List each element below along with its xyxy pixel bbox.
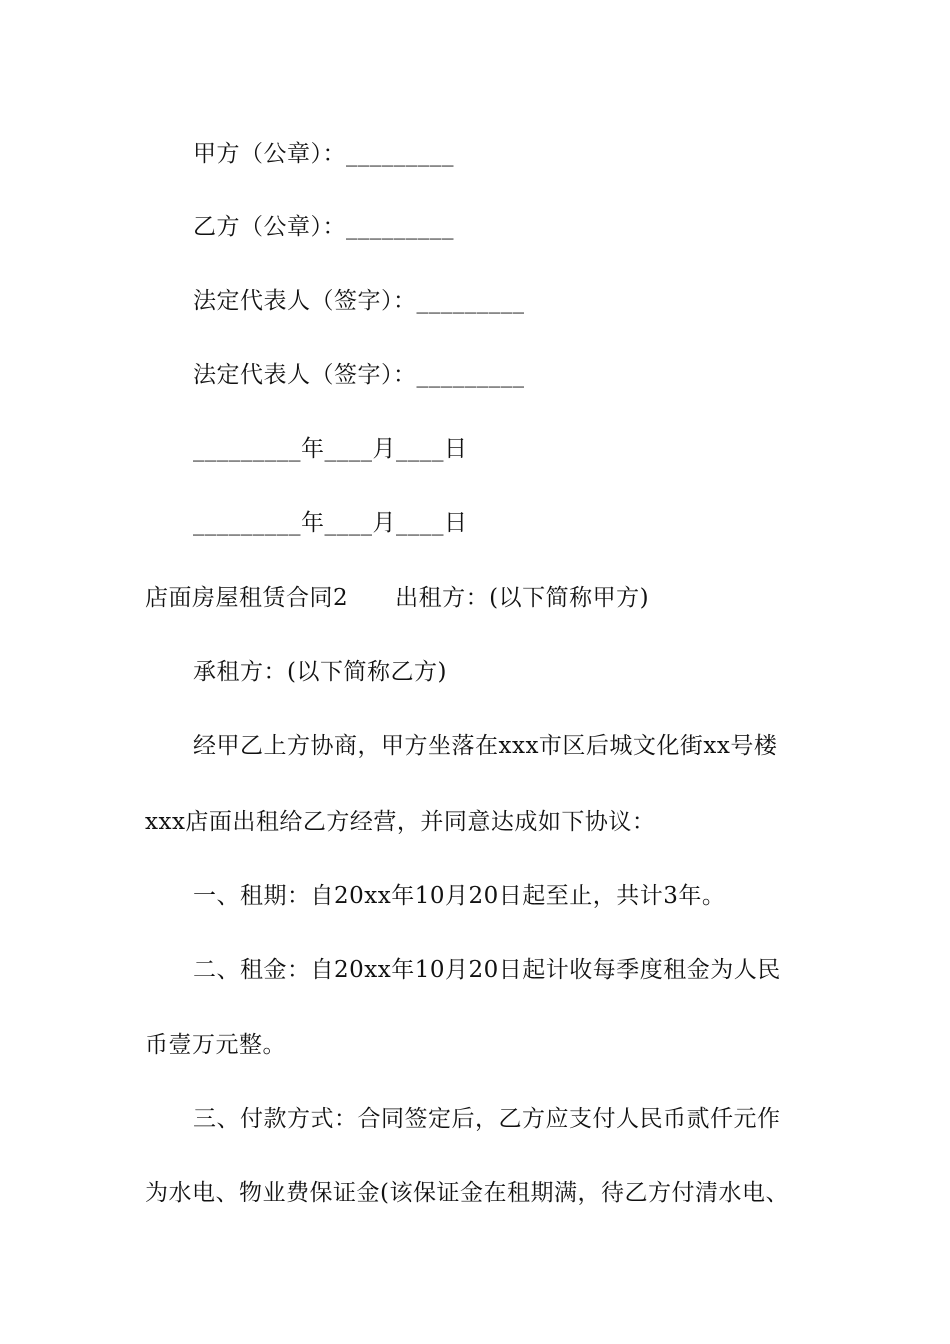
legal-rep-signature-line-a: 法定代表人（签字）：_________ — [193, 288, 525, 314]
clause-payment-line-1: 三、付款方式：合同签定后，乙方应支付人民币贰仟元作 — [193, 1106, 781, 1132]
clause-rent-line-2: 币壹万元整。 — [145, 1032, 286, 1058]
agreement-intro-line-2: xxx店面出租给乙方经营，并同意达成如下协议： — [145, 809, 656, 835]
clause-payment-line-2: 为水电、物业费保证金(该保证金在租期满，待乙方付清水电、 — [145, 1180, 789, 1206]
contract-title-lessor-line: 店面房屋租赁合同2 出租方：(以下简称甲方) — [145, 585, 650, 611]
agreement-intro-line-1: 经甲乙上方协商，甲方坐落在xxx市区后城文化街xx号楼 — [193, 733, 778, 759]
clause-rent-line-1: 二、租金：自20xx年10月20日起计收每季度租金为人民 — [193, 957, 781, 983]
clause-term-line: 一、租期：自20xx年10月20日起至止，共计3年。 — [193, 883, 726, 909]
party-b-seal-line: 乙方（公章）：_________ — [193, 214, 454, 240]
legal-rep-signature-line-b: 法定代表人（签字）：_________ — [193, 362, 525, 388]
date-line-a: _________年____月____日 — [193, 436, 468, 462]
party-a-seal-line: 甲方（公章）：_________ — [193, 141, 454, 167]
date-line-b: _________年____月____日 — [193, 510, 468, 536]
lessee-line: 承租方：(以下简称乙方) — [193, 659, 447, 685]
